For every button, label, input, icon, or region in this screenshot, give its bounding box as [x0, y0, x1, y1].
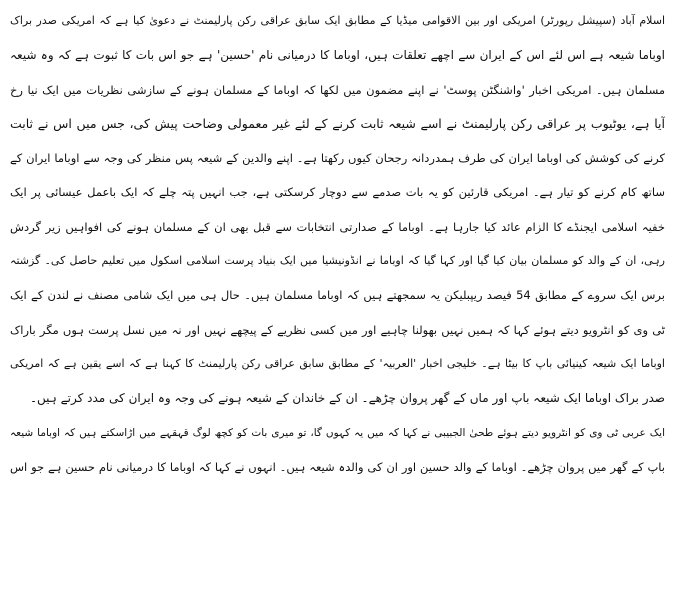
article-line: خفیہ اسلامی ایجنڈے کا الزام عائد کیا جارہا ہے۔ اوباما کے صدارتی انتخابات سے قبل بھی ان کے مسلمان ہونے کی افواہیں زیر گردش	[10, 219, 665, 234]
article-line: آیا ہے، یوٹیوب پر عراقی رکن پارلیمنٹ نے اسے شیعہ ثابت کرنے کے لئے غیر معمولی وضاحت پیش کی، جس میں اس نے ثابت	[10, 115, 665, 131]
article-line: اسلام آباد (سپیشل رپورٹر) امریکی اور بین الاقوامی میڈیا کے مطابق ایک سابق عراقی رکن پارلیمنٹ نے دعویٰ کیا ہے کہ امریکی صدر براک	[10, 14, 665, 27]
article-line: ایک عربی ٹی وی کو انٹرویو دیتے ہوئے طحیٰ الجبیبی نے کہا کہ میں یہ کہوں گا، تو میری بات کو کچھ لوگ قہقہے میں اڑاسکتے ہیں کہ اوباما شیعہ	[10, 426, 665, 439]
article-line: ساتھ کام کرنے کو تیار ہے۔ امریکی قارئین کو یہ بات صدمے سے دوچار کرسکتی ہے، جب انہیں پتہ چلے کہ ایک باعمل عیسائی پر ایک	[10, 185, 665, 200]
article-line: ٹی وی کو انٹرویو دیتے ہوئے کہا کہ ہمیں نہیں بھولنا چاہیے اور میں کسی نظریے کے پیچھے نہیں اور نہ میں نسل پرست ہوں مگر باراک	[10, 322, 665, 337]
article-line: برس ایک سروے کے مطابق 54 فیصد ریپبلیکن یہ سمجھتے ہیں کہ اوباما مسلمان ہیں۔ حال ہی میں ایک شامی مصنف نے لندن کے ایک	[10, 288, 665, 303]
article-line: مسلمان ہیں۔ امریکی اخبار 'واشنگٹن پوسٹ' نے اپنے مضمون میں لکھا کہ اوباما کے مسلمان ہونے کے سازشی نظریات میں ایک نیا رخ	[10, 82, 665, 97]
article-line: اوباما ایک شیعہ کینیائی باپ کا بیٹا ہے۔ خلیجی اخبار 'العربیہ' کے مطابق سابق عراقی رکن پارلیمنٹ کا کہنا ہے کہ اسے یقین ہے کہ امریکی	[10, 356, 665, 370]
article-line: باپ کے گھر میں پروان چڑھے۔ اوباما کے والد حسین اور ان کی والدہ شیعہ ہیں۔ انہوں نے کہا کہ اوباما کا درمیانی نام حسین ہے جو اس	[10, 459, 665, 474]
article-line: رہی، ان کے والد کو مسلمان بیان کیا گیا اور کہا گیا کہ اوباما نے انڈونیشیا میں ایک بنیاد پرست اسلامی اسکول میں تعلیم حاصل کی۔ گزشتہ	[10, 254, 665, 268]
article-line: کرنے کی کوشش کی اوباما ایران کی طرف ہمدردانہ رجحان کیوں رکھتا ہے۔ اپنے والدین کے شیعہ پس منظر کی وجہ سے اوباما ایران کے	[10, 151, 665, 166]
article-line: اوباما شیعہ ہے اس لئے اس کے ایران سے اچھے تعلقات ہیں، اوباما کا درمیانی نام 'حسین' ہے جو اس بات کا ثبوت ہے کہ وہ شیعہ	[10, 48, 665, 63]
article-line: صدر براک اوباما ایک شیعہ باپ اور ماں کے گھر پروان چڑھے۔ ان کے خاندان کے شیعہ ہونے کی وجہ وہ ایران کی مدد کرتے ہیں۔	[30, 391, 665, 406]
